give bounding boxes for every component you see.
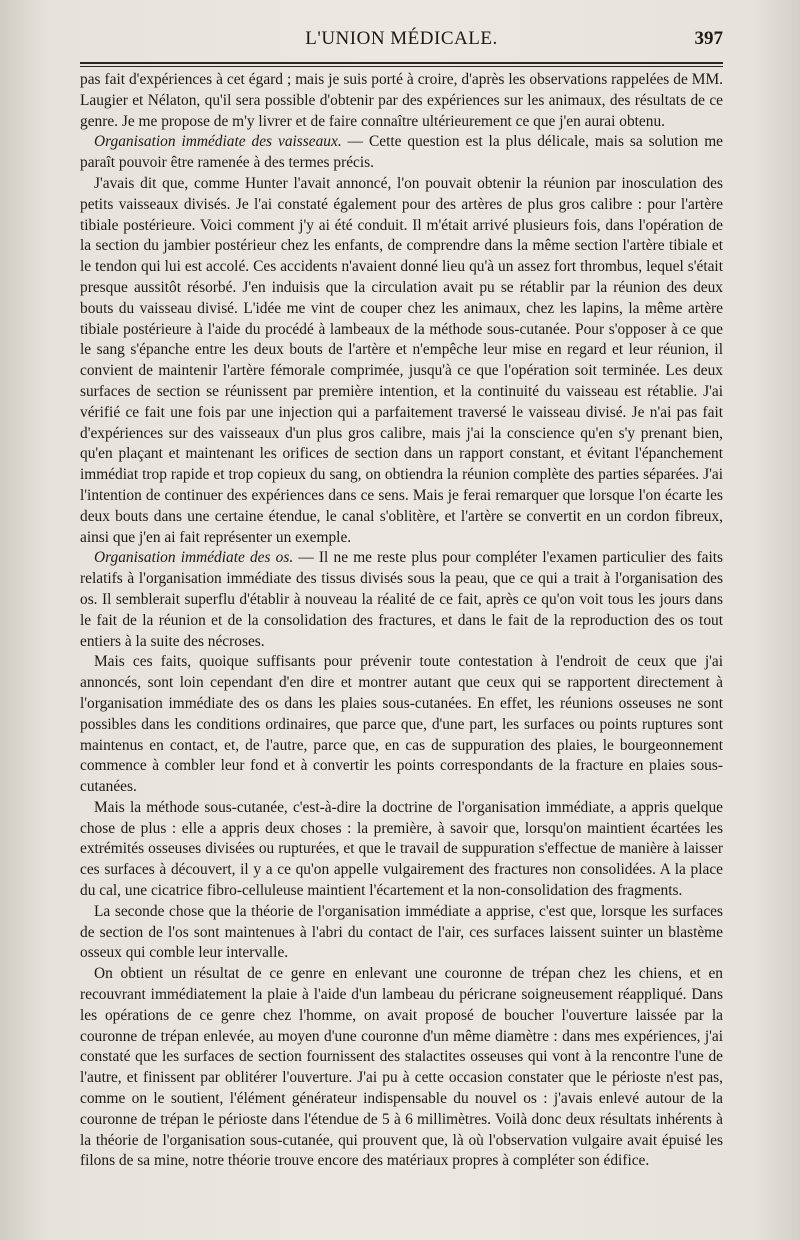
paragraph-text: On obtient un résultat de ce genre en enlevant une couronne de trépan chez les chiens, et en recouvrant immédiatement la plaie à l'aide d'un lambeau du péricrane soigneusement réappliqué. Dans les opérations de ce genre chez l'homme, on avait proposé de boucher l'ouverture laissée par la couronne de trépan enlevée, au moyen d'une couronne d'un même diamètre : dans mes expériences, j'ai constaté que les surfaces de section fournissent des stalactites osseuses qui vont à la rencontre l'une de l'autre, et finissent par oblitérer l'ouverture. J'ai pu à cette occasion constater que le périoste n'est pas, comme on le soutient, l'élément générateur indispensable du nouvel os : j'avais enlevé autour de la couronne de trépan le périoste dans l'étendue de 5 à 6 millimètres. Voilà donc deux résultats inhérents à la théorie de l'organisation sous-cutanée, qui prouvent que, là où l'observation vulgaire avait épuisé les filons de sa mine, notre théorie trouve encore des matériaux propres à compléter son édifice. — [80, 965, 723, 1170]
paragraph — [80, 798, 723, 902]
paragraph — [80, 548, 723, 652]
header-rule — [80, 62, 723, 64]
paragraph-text: pas fait d'expériences à cet égard ; mais je suis porté à croire, d'après les observations rappelées de MM. Laugier et Nélaton, qu'il sera possible d'obtenir par des expériences sur les animaux, des résultats de ce genre. Je me propose de m'y livrer et de faire connaître ultérieurement ce que j'en aurai obtenu. — [80, 71, 723, 130]
section-heading: Organisation immédiate des os. — [94, 549, 294, 567]
paragraph-text: Mais la méthode sous-cutanée, c'est-à-dire la doctrine de l'organisation immédiate, a appris quelque chose de plus : elle a appris deux choses : la première, à savoir que, lorsqu'on maintient écartées les extrémités osseuses divisées ou rupturées, et que le travail de suppuration s'effectue de manière à laisser ces surfaces à découvert, il y a ce qu'on appelle vulgairement des fractures non consolidées. A la place du cal, une cicatrice fibro-celluleuse maintient l'écartement et la non-consolidation des fragments. — [80, 798, 723, 900]
paragraph-text: — Il ne me reste plus pour compléter l'examen particulier des faits relatifs à l'organisation immédiate des tissus divisés sous la peau, que ce qui a trait à l'organisation des os. Il semblerait superflu d'établir à nouveau la réalité de ce fait, après ce qu'on voit tous les jours dans le fait de la réunion et de la consolidation des fractures, et dans le fait de la reproduction des os tout entiers à la suite des nécroses. — [80, 549, 723, 650]
running-title: L'UNION MÉDICALE. — [305, 28, 498, 49]
paragraph-text: La seconde chose que la théorie de l'organisation immédiate a apprise, c'est que, lorsque les surfaces de section de l'os sont maintenues à l'abri du contact de l'air, ces surfaces laissent suinter un blastème osseux qui comble leur intervalle. — [80, 902, 723, 962]
page-number: 397 — [694, 28, 723, 49]
page-header — [80, 26, 723, 60]
paragraph — [80, 964, 723, 1172]
paragraph — [80, 132, 723, 174]
paragraph-text: — Cette question est la plus délicale, mais sa solution me paraît pouvoir être ramenée à des termes précis. — [80, 133, 723, 172]
paragraph-text: J'avais dit que, comme Hunter l'avait annoncé, l'on pouvait obtenir la réunion par inosculation des petits vaisseaux divisés. Je l'ai constaté également pour des artères de plus gros calibre : pour l'artère tibiale postérieure. Voici comment j'y ai été conduit. Il m'était arrivé plusieurs fois, dans l'opération de la section du jambier postérieur chez les enfants, de comprendre dans la même section l'artère tibiale et le tendon qui lui est accolé. Ces accidents n'avaient donné lieu qu'à un assez fort thrombus, lequel s'était presque aussitôt résorbé. J'en induisis que la circulation avait pu se rétablir par la réunion des deux bouts du vaisseau divisé. L'idée me vint de couper chez les animaux, chez les lapins, la même artère tibiale postérieure à l'aide du procédé à lambeaux de la méthode sous-cutanée. Pour s'opposer à ce que le sang s'épanche entre les deux bouts de l'artère et n'empêche leur mise en regard et leur réunion, il convient de maintenir l'artère fémorale comprimée, jusqu'à ce que l'opération soit terminée. Les deux surfaces de section se réunissent par première intention, et la continuité du vaisseau est rétablie. J'ai vérifié ce fait une fois par une injection qui a parfaitement traversé le vaisseau divisé. Je n'ai pas fait d'expériences sur des vaisseaux d'un plus gros calibre, mais j'ai la conscience qu'en s'y prenant bien, qu'en plaçant et maintenant les orifices de section dans un rapport constant, et évitant l'épanchement immédiat trop rapide et trop copieux du sang, on obtiendra la réunion complète des parties séparées. J'ai l'intention de continuer des expériences dans ce sens. Mais je ferai remarquer que lorsque l'on écarte les deux bouts dans une certaine étendue, le canal s'oblitère, et l'artère se convertit en un cordon fibreux, ainsi que j'en ai fait représenter un exemple. — [80, 174, 723, 546]
paragraph — [80, 902, 723, 964]
header-rule-thin — [80, 66, 723, 67]
section-heading: Organisation immédiate des vaisseaux. — [94, 133, 342, 151]
body-text — [80, 70, 723, 1172]
paragraph — [80, 174, 723, 548]
paragraph-text: Mais ces faits, quoique suffisants pour prévenir toute contestation à l'endroit de ceux que j'ai annoncés, sont loin cependant d'en dire et montrer autant que ceux qui se rapportent directement à l'organisation immédiate des os dans les plaies sous-cutanées. En effet, les réunions osseuses ne sont possibles dans les conditions ordinaires, que parce que, d'une part, les surfaces ou points ruptures sont maintenus en contact, et, de l'autre, parce que, en cas de suppuration des plaies, le bourgeonnement commence à combler leur fond et à convertir les points correspondants de la fracture en plaies sous-cutanées. — [80, 653, 723, 796]
paragraph — [80, 70, 723, 132]
paragraph — [80, 652, 723, 798]
